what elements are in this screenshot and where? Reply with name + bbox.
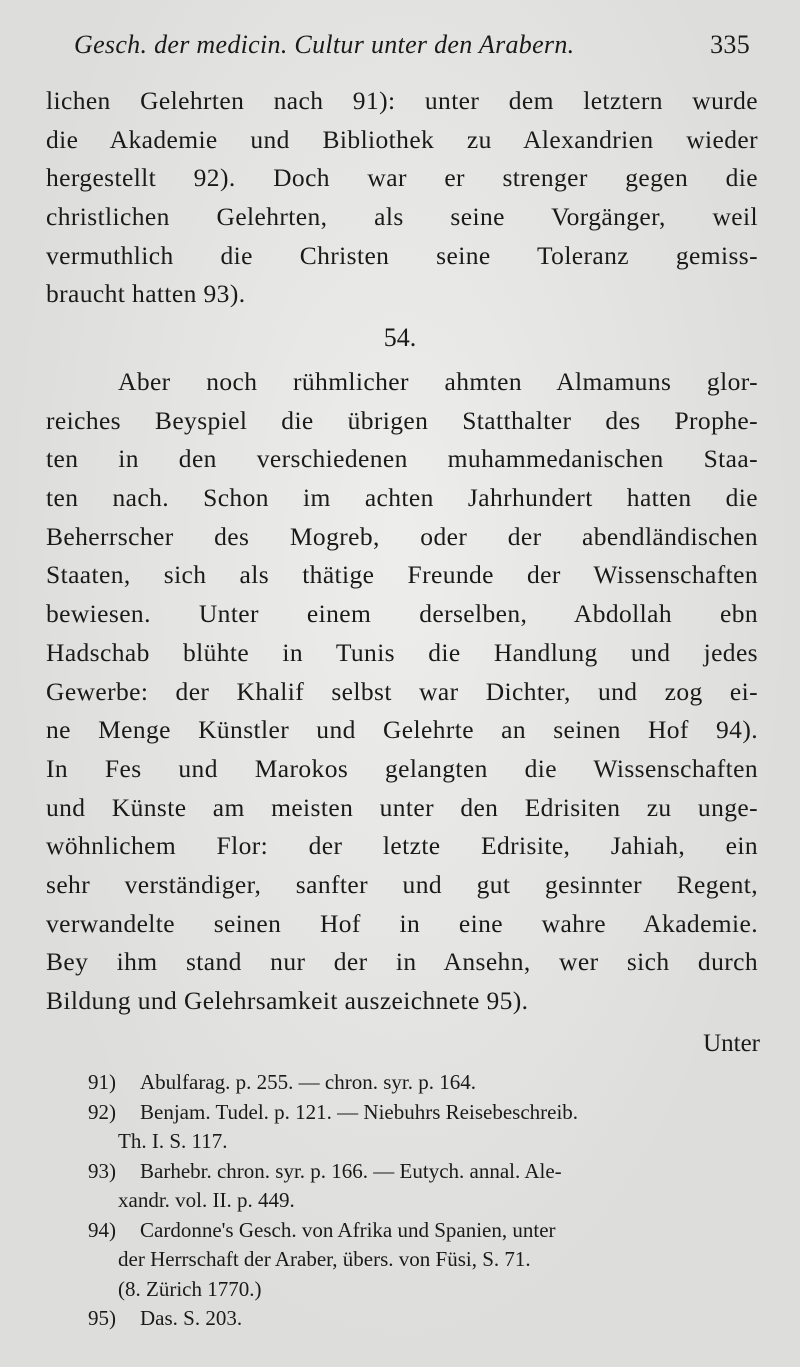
text-line: vermuthlich die Christen seine Toleranz gemiss-	[46, 240, 758, 270]
paragraph-2	[46, 363, 758, 1021]
text-line: braucht hatten 93).	[46, 279, 246, 309]
text-line: ten in den verschiedenen muhammedanischen Staa-	[46, 444, 758, 474]
running-header	[74, 30, 774, 70]
text-line: verwandelte seinen Hof in eine wahre Akademie.	[46, 908, 758, 938]
text-line: sehr verständiger, sanfter und gut gesinnter Regent,	[46, 869, 758, 899]
footnote-91	[88, 1068, 768, 1098]
text-line: die Akademie und Bibliothek zu Alexandrien wieder	[46, 124, 758, 154]
text-line: wöhnlichem Flor: der letzte Edrisite, Jahiah, ein	[46, 831, 758, 861]
text-line: reiches Beyspiel die übrigen Statthalter des Prophe-	[46, 405, 758, 435]
catchword: Unter	[703, 1030, 760, 1057]
footnote-95	[88, 1304, 768, 1334]
text-line: ten nach. Schon im achten Jahrhundert hatten die	[46, 483, 758, 513]
footnote-94	[88, 1216, 768, 1305]
text-line: Beherrscher des Mogreb, oder der abendländischen	[46, 521, 758, 551]
footnote-93	[88, 1157, 768, 1216]
text-line: Hadschab blühte in Tunis die Handlung und jedes	[46, 637, 758, 667]
footnote-line: Th. I. S. 117.	[118, 1129, 228, 1153]
footnote-line: Barhebr. chron. syr. p. 166. — Eutych. annal. Ale-	[140, 1158, 562, 1183]
footnote-number: 92)	[88, 1099, 116, 1124]
footnote-line: Das. S. 203.	[140, 1306, 243, 1330]
footnote-number: 93)	[88, 1158, 116, 1183]
footnotes	[88, 1068, 768, 1334]
section-number: 54.	[383, 323, 417, 352]
footnote-line: Abulfarag. p. 255. — chron. syr. p. 164.	[140, 1070, 476, 1094]
paragraph-1	[46, 82, 758, 314]
footnote-number: 95)	[88, 1306, 116, 1330]
text-line: In Fes und Marokos gelangten die Wissenschaften	[46, 753, 758, 783]
text-line: und Künste am meisten unter den Edrisiten zu unge-	[46, 792, 758, 822]
text-line: bewiesen. Unter einem derselben, Abdollah ebn	[46, 599, 758, 629]
text-line: Bey ihm stand nur der in Ansehn, wer sich durch	[46, 947, 758, 977]
footnote-line: Benjam. Tudel. p. 121. — Niebuhrs Reisebeschreib.	[140, 1099, 579, 1124]
footnote-line: (8. Zürich 1770.)	[118, 1276, 262, 1301]
text-line: lichen Gelehrten nach 91): unter dem letztern wurde	[46, 86, 758, 115]
text-line: hergestellt 92). Doch war er strenger gegen die	[46, 163, 758, 193]
text-line: Bildung und Gelehrsamkeit auszeichnete 95).	[46, 986, 529, 1015]
text-line: Gewerbe: der Khalif selbst war Dichter, und zog ei-	[46, 676, 758, 706]
running-title: Gesch. der medicin. Cultur unter den Arabern.	[74, 30, 575, 59]
footnote-92	[88, 1098, 768, 1157]
footnote-line: xandr. vol. II. p. 449.	[118, 1188, 295, 1212]
footnote-line: der Herrschaft der Araber, übers. von Füsi, S. 71.	[118, 1247, 531, 1271]
footnote-line: Cardonne's Gesch. von Afrika und Spanien, unter	[140, 1217, 556, 1242]
text-line: christlichen Gelehrten, als seine Vorgänger, weil	[46, 202, 758, 232]
text-line: Staaten, sich als thätige Freunde der Wissenschaften	[46, 560, 758, 590]
page-number: 335	[710, 30, 750, 59]
text-line: Aber noch rühmlicher ahmten Almamuns glor-	[118, 367, 758, 396]
text-line: ne Menge Künstler und Gelehrte an seinen Hof 94).	[46, 715, 758, 745]
footnote-number: 91)	[88, 1070, 116, 1094]
footnote-number: 94)	[88, 1217, 116, 1242]
